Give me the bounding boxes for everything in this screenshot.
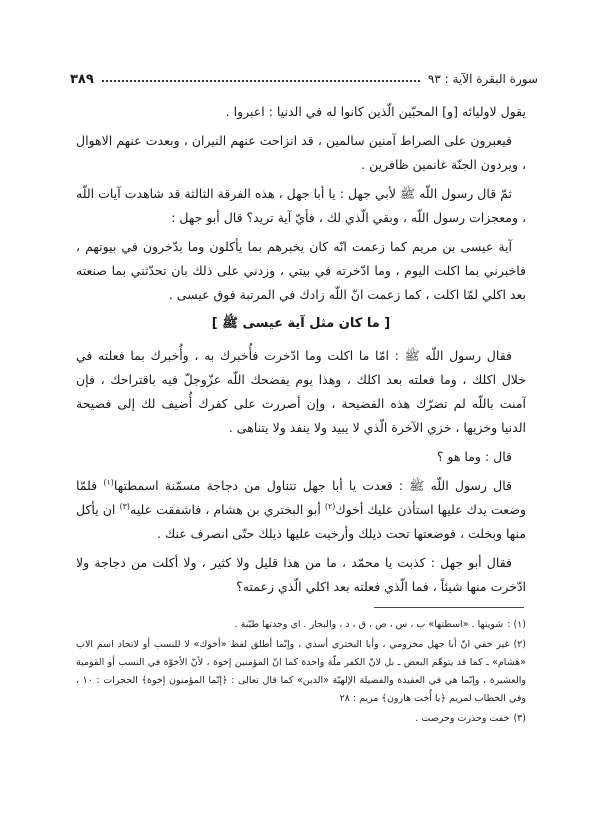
text-run: فلمّا وضعت يدك عليها استأذن عليك أخوك xyxy=(76,478,526,517)
footnote xyxy=(76,616,526,634)
paragraph: قال : وما هو ؟ xyxy=(436,449,512,464)
footnote-text: خفت وحذرت وحرصت . xyxy=(415,713,510,724)
paragraph: فيعبرون على الصراط آمنين سالمين ، قد انزاحت عنهم النيران ، وبعدت عنهم الاهوال ، ويردون الجنّة غانمين ظافرين . xyxy=(76,133,526,172)
footnote-ref[interactable]: (٢) xyxy=(324,501,336,511)
footnote-ref[interactable]: (٣) xyxy=(119,501,130,511)
text-run: قال رسول اللّه ﷺ : قعدت يا أبا جهل تتناول من دجاجة مسمّنة اسمطتها xyxy=(113,478,512,493)
footnote xyxy=(76,636,526,708)
footnote-number: (٣) xyxy=(513,713,526,724)
footnote-divider xyxy=(374,607,524,608)
header-dotted-rule xyxy=(102,80,420,82)
section-heading: [ ما كان مثل آية عيسى ﷺ ] xyxy=(211,316,391,331)
paragraph: يقول لاوليائه [و] المحبّين الّذين كانوا له في الدنيا : اعبروا . xyxy=(225,104,526,119)
page-number: ٣٨٩ xyxy=(70,71,94,87)
footnotes xyxy=(76,616,526,730)
main-text xyxy=(76,100,526,604)
paragraph: فقال رسول اللّه ﷺ : امّا ما اكلت وما ادّخرت فأُخبرك به ، وأُخبرك بما فعلته في خلال اكلك ، وما فعلته بعد اكلك ، وهذا يوم يفضحك اللّه عزّوجلّ فيه باقتراحك ، فإن آمنت باللّه لم تضرّك هذه الفضيحة ، وإن أصررت على كفرك أُضيف لك إلى فضيحة الدنيا وخزيها ، خزي الآخرة الّذي لا يبيد ولا ينفد ولا يتناهى . xyxy=(76,348,526,435)
paragraph: آية عيسى بن مريم كما زعمت انّه كان يخبرهم بما يأكلون وما يدّخرون في بيوتهم ، فاخبرني بما اكلت اليوم ، وما ادّخرته في بيتي ، وزدني على ذلك بان تحدّثني بما صنعته بعد اكلي لمّا اكلت ، كما زعمت انّ اللّه زادك في المرتبة فوق عيسى . xyxy=(76,239,526,302)
paragraph: ثمّ قال رسول اللّه ﷺ لأبي جهل : يا أبا جهل ، هذه الفرقة الثالثة قد شاهدت آيات اللّه ، ومعجزات رسول اللّه ، وبقي الّذي لك ، فأيّ آية تريد؟ قال أبو جهل : xyxy=(76,186,526,225)
footnote-number: (٢) xyxy=(513,639,526,650)
footnote xyxy=(76,710,526,728)
footnote-ref[interactable]: (١) xyxy=(103,477,114,487)
running-title: سورة البقرة الآية : ٩٣ xyxy=(427,72,538,86)
text-run: أبو البختري بن هشام ، فاشفقت عليه xyxy=(130,502,325,517)
paragraph: فقال أبو جهل : كذبت يا محمّد ، ما من هذا قليل ولا كثير ، ولا أكلت من دجاجة ولا ادّخرت منها شيئاً ، فما الّذي فعلته بعد اكلي الّذي زعمته؟ xyxy=(76,555,526,594)
running-header xyxy=(70,70,538,88)
paragraph xyxy=(76,474,526,546)
text-run: ان يأكل منها وبخلت ، فوضعتها تحت ذيلك وأرخيت عليها ذيلك حتّى انصرف عنك . xyxy=(76,502,526,541)
footnote-text: شويتها . «اسطتها» ب ، س ، ص ، ق ، د ، والبحار . اي وجدتها طيّبة . xyxy=(234,619,504,630)
footnote-text: غير خفي انّ أبا جهل مخزومي ، وأبا البختري أسدي ، وإنّما أطلق لفظ «أخوك» لا للنسب أو لاتحاد اسم الاب «هشام» ـ كما قد يتوهّم البعض ـ بل لانّ الكفر ملّة واحدة كما انّ المؤمنين إخوة ، لأنّ الأخوّة في النسب أو القومية والعشيرة ، وإنّما هي في العقيدة والفضيلة الإلهيّة «الدين» كما قال تعالى : ﴿إنّما المؤمنون إخوة﴾ الحجرات : ١٠ ، وفي الخطاب لمريم ﴿يا أُخت هارون﴾ مريم : ٢٨ xyxy=(76,639,526,704)
footnote-number: (١) : xyxy=(507,619,526,630)
